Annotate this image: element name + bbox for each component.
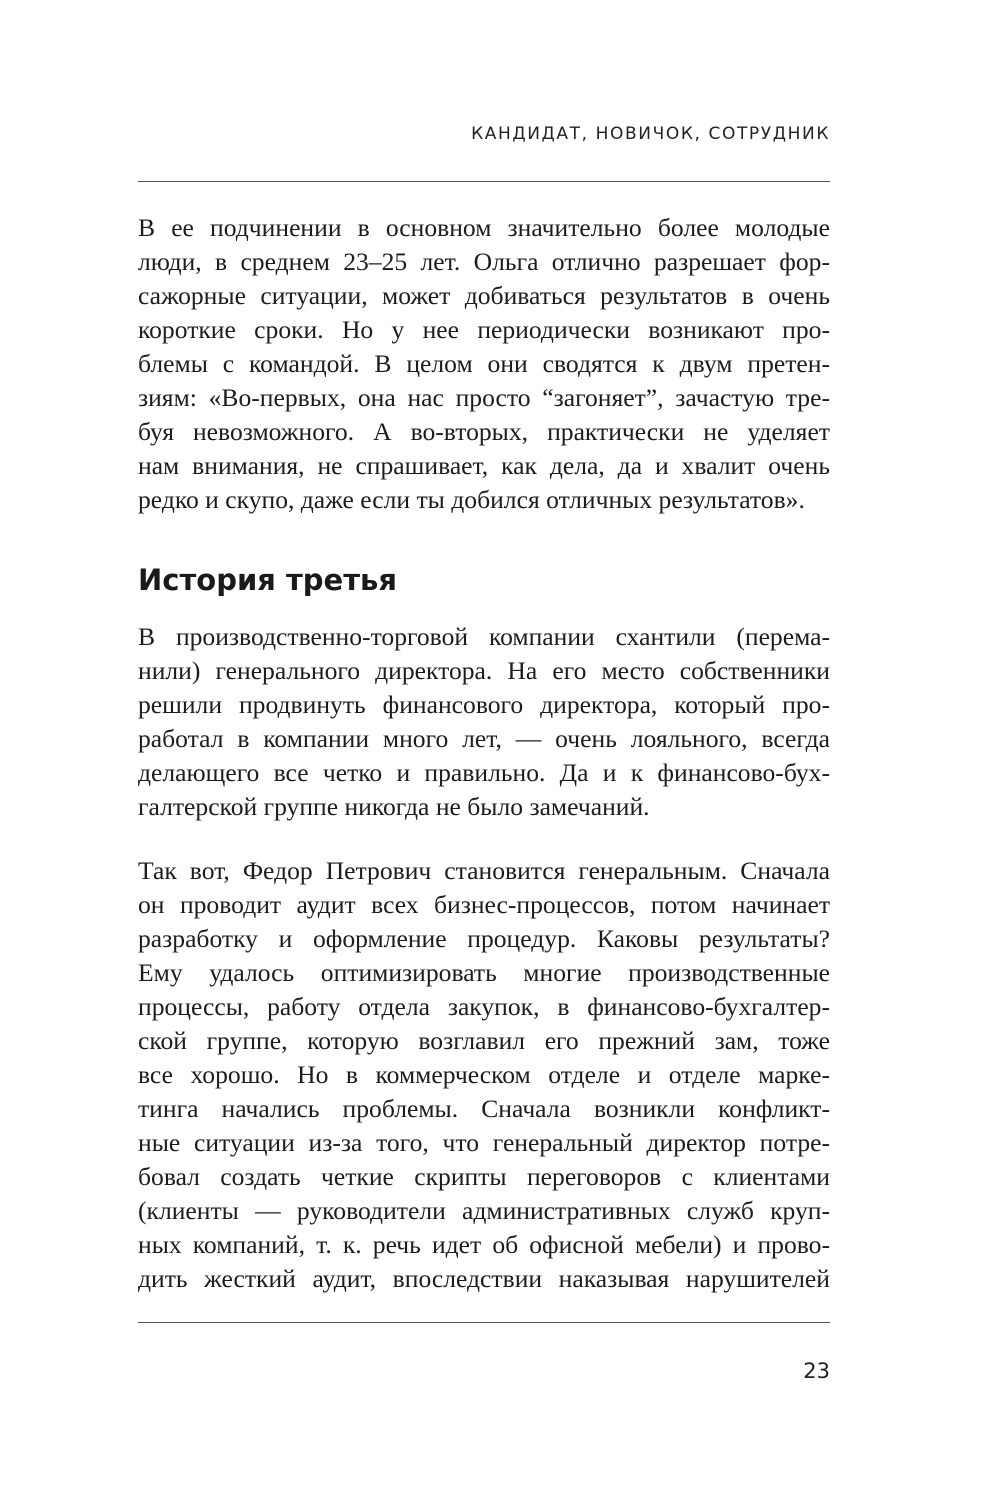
text-line: нам внимания, не спрашивает, как дела, да и хвалит очень [138, 451, 830, 480]
text-line: люди, в среднем 23–25 лет. Ольга отлично разрешает фор- [138, 247, 830, 276]
text-line: блемы с командой. В целом они сводятся к двум претен- [138, 349, 830, 378]
text-line: галтерской группе никогда не было замечаний. [138, 792, 650, 821]
text-line: буя невозможного. А во-вторых, практически не уделяет [138, 417, 830, 446]
header-rule [138, 181, 830, 182]
text-line: В ее подчинении в основном значительно более молодые [138, 213, 830, 242]
text-line: Ему удалось оптимизировать многие производственные [138, 958, 830, 987]
text-line: решили продвинуть финансового директора, который про- [138, 690, 830, 719]
text-line: нили) генерального директора. На его место собственники [138, 656, 830, 685]
text-line: ской группе, которую возглавил его прежний зам, тоже [138, 1026, 830, 1055]
text-line: работал в компании много лет, — очень лояльного, всегда [138, 724, 830, 753]
text-line: В производственно-торговой компании схантили (перема- [138, 622, 830, 651]
text-line: дить жесткий аудит, впоследствии наказывая нарушителей [138, 1264, 830, 1293]
text-line: разработку и оформление процедур. Каковы результаты? [138, 924, 830, 953]
footer-rule [138, 1322, 830, 1323]
text-line: короткие сроки. Но у нее периодически возникают про- [138, 315, 830, 344]
text-line: (клиенты — руководители административных служб круп- [138, 1196, 830, 1225]
page-number: 23 [803, 1359, 830, 1383]
text-line: редко и скупо, даже если ты добился отличных результатов». [138, 485, 805, 514]
text-line: ные ситуации из-за того, что генеральный директор потре- [138, 1128, 830, 1157]
section-heading: История третья [138, 563, 397, 597]
text-line: Так вот, Федор Петрович становится генеральным. Сначала [138, 856, 830, 885]
text-line: делающего все четко и правильно. Да и к финансово-бух- [138, 758, 830, 787]
text-line: процессы, работу отдела закупок, в финансово-бухгалтер- [138, 992, 830, 1021]
book-page [138, 0, 830, 1507]
text-line: бовал создать четкие скрипты переговоров с клиентами [138, 1162, 830, 1191]
text-line: зиям: «Во-первых, она нас просто “загоняет”, зачастую тре- [138, 383, 830, 412]
text-line: он проводит аудит всех бизнес-процессов, потом начинает [138, 890, 830, 919]
text-line: сажорные ситуации, может добиваться результатов в очень [138, 281, 830, 310]
running-head: КАНДИДАТ, НОВИЧОК, СОТРУДНИК [471, 124, 830, 144]
text-line: тинга начались проблемы. Сначала возникли конфликт- [138, 1094, 830, 1123]
text-line: ных компаний, т. к. речь идет об офисной мебели) и прово- [138, 1230, 830, 1259]
text-line: все хорошо. Но в коммерческом отделе и отделе марке- [138, 1060, 830, 1089]
